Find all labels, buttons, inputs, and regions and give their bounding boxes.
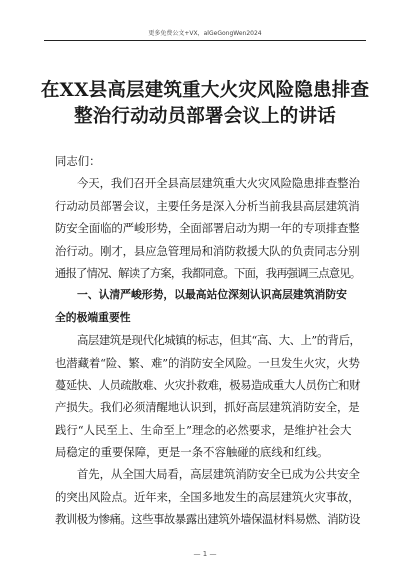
paragraph-3 xyxy=(55,463,360,530)
paragraph-line: 治行动。刚才，县应急管理局和消防救援大队的负责同志分别 xyxy=(55,243,360,258)
document-body xyxy=(55,150,360,531)
paragraph-line: 局稳定的重要保障，更是一条不容触碰的底线和红线。 xyxy=(55,445,329,460)
header-note: 更多免费公文+VX，alGeGongWen2024 xyxy=(148,30,262,37)
document-title xyxy=(0,78,410,130)
section-heading-1 xyxy=(55,284,360,329)
paragraph-line: 防安全面临的严峻形势，全面部署启动为期一年的专项排查整 xyxy=(55,221,360,236)
page-number: — 1 — xyxy=(193,550,217,558)
title-line-2: 整治行动动员部署会议上的讲话 xyxy=(74,106,336,127)
paragraph-line: 首先，从全国大局看，高层建筑消防安全已成为公共安全 xyxy=(77,467,360,482)
paragraph-line: 行动动员部署会议，主要任务是深入分析当前我县高层建筑消 xyxy=(55,198,360,213)
header-divider xyxy=(44,40,366,41)
paragraph-line: 今天，我们召开全县高层建筑重大火灾风险隐患排查整治 xyxy=(77,176,360,191)
paragraph-line: 通报了情况、解读了方案，我都同意。下面，我再强调三点意见。 xyxy=(55,265,361,280)
paragraph-line: 践行“人民至上、生命至上”理念的必然要求，是维护社会大 xyxy=(55,422,352,437)
salutation: 同志们： xyxy=(55,154,101,168)
paragraph-2 xyxy=(55,329,360,463)
paragraph-line: 蔓延快、人员疏散难、火灾扑救难，极易造成重大人员伤亡和财 xyxy=(55,377,360,392)
paragraph-line: 的突出风险点。近年来，全国多地发生的高层建筑火灾事故， xyxy=(55,489,360,504)
paragraph-line: 高层建筑是现代化城镇的标志，但其“高、大、上”的背后， xyxy=(77,333,361,348)
paragraph-line: 也潜藏着“险、繁、难”的消防安全风险。一旦发生火灾，火势 xyxy=(55,355,360,370)
paragraph-1 xyxy=(55,172,360,284)
heading-line: 全的极端重要性 xyxy=(55,310,131,324)
paragraph-line: 教训极为惨痛。这些事故暴露出建筑外墙保温材料易燃、消防设 xyxy=(55,512,360,527)
heading-line: 一、认清严峻形势，以最高站位深刻认识高层建筑消防安 xyxy=(77,288,347,302)
title-line-1: 在XX县高层建筑重大火灾风险隐患排查 xyxy=(40,80,370,101)
paragraph-line: 产损失。我们必须清醒地认识到，抓好高层建筑消防安全，是 xyxy=(55,400,360,415)
